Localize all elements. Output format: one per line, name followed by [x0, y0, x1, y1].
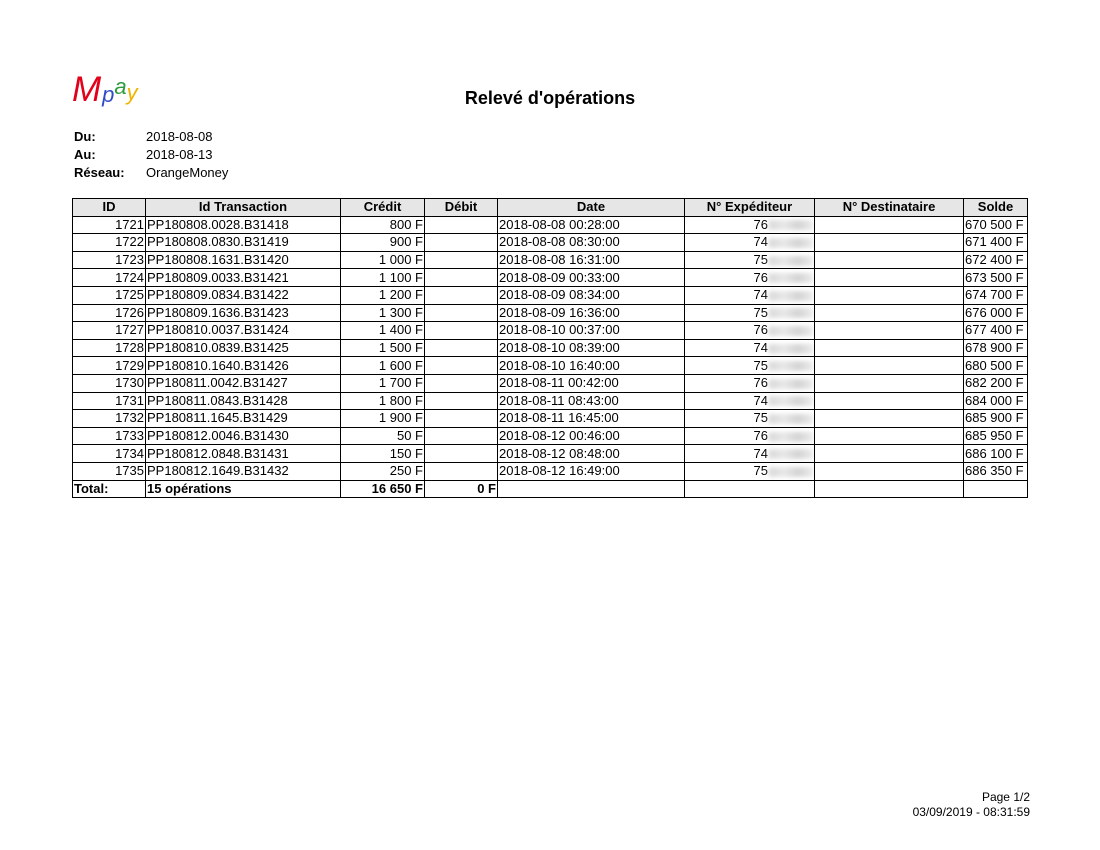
cell-sender: [685, 374, 815, 392]
redacted-blur: [769, 379, 813, 389]
cell-balance: 672 400 F: [964, 251, 1028, 269]
cell-recipient: [815, 234, 964, 252]
table-row: [73, 410, 1028, 428]
cell-sender: [685, 234, 815, 252]
table-row: [73, 304, 1028, 322]
cell-credit: 1 400 F: [341, 322, 425, 340]
cell-date: 2018-08-10 16:40:00: [498, 357, 685, 375]
cell-balance: 680 500 F: [964, 357, 1028, 375]
sender-number-visible: 74: [753, 340, 768, 356]
cell-transaction-id: PP180811.0042.B31427: [146, 374, 341, 392]
cell-sender: [685, 357, 815, 375]
statement-meta: [74, 128, 228, 182]
sender-number-visible: 75: [753, 304, 768, 320]
cell-date: 2018-08-12 00:46:00: [498, 427, 685, 445]
cell-debit: [425, 392, 498, 410]
redacted-blur: [769, 361, 813, 371]
page-title: Relevé d'opérations: [464, 88, 636, 108]
redacted-blur: [769, 256, 813, 266]
cell-sender: [685, 410, 815, 428]
cell-date: 2018-08-09 16:36:00: [498, 304, 685, 322]
cell-sender: [685, 216, 815, 234]
total-label: Total:: [73, 480, 146, 498]
header-transaction-id: Id Transaction: [146, 199, 341, 217]
table-row: [73, 269, 1028, 287]
sender-number-visible: 74: [753, 287, 768, 303]
cell-recipient: [815, 304, 964, 322]
meta-value: 2018-08-08: [146, 129, 213, 144]
cell-id: 1732: [73, 410, 146, 428]
cell-debit: [425, 251, 498, 269]
cell-id: 1725: [73, 286, 146, 304]
header-id: ID: [73, 199, 146, 217]
table-header-row: [73, 199, 1028, 217]
logo-letter-p: p: [102, 82, 115, 107]
cell-credit: 1 200 F: [341, 286, 425, 304]
cell-recipient: [815, 269, 964, 287]
cell-transaction-id: PP180810.0839.B31425: [146, 339, 341, 357]
page-number: Page 1/2: [981, 790, 1030, 804]
cell-debit: [425, 445, 498, 463]
cell-recipient: [815, 286, 964, 304]
table-row: [73, 392, 1028, 410]
cell-balance: 671 400 F: [964, 234, 1028, 252]
table-row: [73, 234, 1028, 252]
cell-date: 2018-08-12 16:49:00: [498, 462, 685, 480]
cell-recipient: [815, 445, 964, 463]
cell-id: 1724: [73, 269, 146, 287]
cell-date: 2018-08-10 08:39:00: [498, 339, 685, 357]
table-row: [73, 445, 1028, 463]
sender-number-visible: 75: [753, 357, 768, 373]
cell-date: 2018-08-11 16:45:00: [498, 410, 685, 428]
sender-number-visible: 76: [753, 428, 768, 444]
cell-id: 1729: [73, 357, 146, 375]
cell-id: 1722: [73, 234, 146, 252]
cell-id: 1728: [73, 339, 146, 357]
cell-debit: [425, 410, 498, 428]
cell-recipient: [815, 410, 964, 428]
sender-number-visible: 76: [753, 375, 768, 391]
redacted-blur: [769, 396, 813, 406]
cell-debit: [425, 462, 498, 480]
cell-recipient: [815, 216, 964, 234]
cell-balance: 673 500 F: [964, 269, 1028, 287]
total-recipient-empty: [815, 480, 964, 498]
header-credit: Crédit: [341, 199, 425, 217]
cell-balance: 678 900 F: [964, 339, 1028, 357]
cell-balance: 670 500 F: [964, 216, 1028, 234]
table-row: [73, 462, 1028, 480]
cell-credit: 800 F: [341, 216, 425, 234]
cell-transaction-id: PP180808.1631.B31420: [146, 251, 341, 269]
cell-date: 2018-08-08 00:28:00: [498, 216, 685, 234]
table-row: [73, 216, 1028, 234]
table-body: [73, 216, 1028, 480]
cell-id: 1734: [73, 445, 146, 463]
sender-number-visible: 74: [753, 234, 768, 250]
cell-balance: 676 000 F: [964, 304, 1028, 322]
header-sender: N° Expéditeur: [685, 199, 815, 217]
cell-id: 1731: [73, 392, 146, 410]
meta-row-from: [74, 128, 228, 146]
cell-sender: [685, 445, 815, 463]
cell-date: 2018-08-08 16:31:00: [498, 251, 685, 269]
meta-label: Du:: [74, 129, 96, 144]
cell-balance: 684 000 F: [964, 392, 1028, 410]
cell-debit: [425, 339, 498, 357]
redacted-blur: [769, 291, 813, 301]
cell-recipient: [815, 251, 964, 269]
cell-sender: [685, 286, 815, 304]
cell-balance: 677 400 F: [964, 322, 1028, 340]
cell-date: 2018-08-10 00:37:00: [498, 322, 685, 340]
cell-recipient: [815, 374, 964, 392]
redacted-blur: [769, 326, 813, 336]
cell-id: 1727: [73, 322, 146, 340]
cell-transaction-id: PP180811.0843.B31428: [146, 392, 341, 410]
redacted-blur: [769, 414, 813, 424]
cell-transaction-id: PP180812.1649.B31432: [146, 462, 341, 480]
cell-id: 1730: [73, 374, 146, 392]
redacted-blur: [769, 273, 813, 283]
redacted-blur: [769, 344, 813, 354]
cell-transaction-id: PP180812.0046.B31430: [146, 427, 341, 445]
cell-credit: 900 F: [341, 234, 425, 252]
cell-date: 2018-08-11 08:43:00: [498, 392, 685, 410]
cell-debit: [425, 286, 498, 304]
table-row: [73, 251, 1028, 269]
header-date: Date: [498, 199, 685, 217]
cell-recipient: [815, 339, 964, 357]
cell-credit: 1 100 F: [341, 269, 425, 287]
total-row: [73, 480, 1028, 498]
redacted-blur: [769, 449, 813, 459]
redacted-blur: [769, 432, 813, 442]
cell-credit: 1 500 F: [341, 339, 425, 357]
cell-debit: [425, 374, 498, 392]
cell-transaction-id: PP180809.0033.B31421: [146, 269, 341, 287]
total-balance-empty: [964, 480, 1028, 498]
cell-transaction-id: PP180809.1636.B31423: [146, 304, 341, 322]
cell-balance: 686 350 F: [964, 462, 1028, 480]
cell-credit: 1 600 F: [341, 357, 425, 375]
cell-transaction-id: PP180811.1645.B31429: [146, 410, 341, 428]
redacted-blur: [769, 308, 813, 318]
cell-debit: [425, 304, 498, 322]
cell-sender: [685, 427, 815, 445]
cell-date: 2018-08-08 08:30:00: [498, 234, 685, 252]
header-balance: Solde: [964, 199, 1028, 217]
cell-id: 1735: [73, 462, 146, 480]
header-debit: Débit: [425, 199, 498, 217]
cell-date: 2018-08-12 08:48:00: [498, 445, 685, 463]
page-footer: [913, 790, 1030, 820]
cell-debit: [425, 322, 498, 340]
print-timestamp: 03/09/2019 - 08:31:59: [912, 805, 1030, 819]
cell-balance: 685 900 F: [964, 410, 1028, 428]
cell-transaction-id: PP180809.0834.B31422: [146, 286, 341, 304]
table-row: [73, 322, 1028, 340]
cell-balance: 674 700 F: [964, 286, 1028, 304]
sender-number-visible: 76: [753, 322, 768, 338]
cell-id: 1733: [73, 427, 146, 445]
cell-balance: 685 950 F: [964, 427, 1028, 445]
total-date-empty: [498, 480, 685, 498]
cell-id: 1726: [73, 304, 146, 322]
cell-date: 2018-08-11 00:42:00: [498, 374, 685, 392]
table-row: [73, 339, 1028, 357]
table-row: [73, 374, 1028, 392]
table-row: [73, 427, 1028, 445]
cell-transaction-id: PP180810.0037.B31424: [146, 322, 341, 340]
table-row: [73, 286, 1028, 304]
operations-table: [72, 198, 1028, 498]
cell-recipient: [815, 427, 964, 445]
cell-recipient: [815, 462, 964, 480]
cell-credit: 1 300 F: [341, 304, 425, 322]
sender-number-visible: 74: [753, 392, 768, 408]
cell-credit: 250 F: [341, 462, 425, 480]
cell-recipient: [815, 392, 964, 410]
sender-number-visible: 76: [753, 216, 768, 232]
cell-date: 2018-08-09 08:34:00: [498, 286, 685, 304]
redacted-blur: [769, 220, 813, 230]
total-credit: 16 650 F: [341, 480, 425, 498]
cell-credit: 1 800 F: [341, 392, 425, 410]
sender-number-visible: 75: [753, 463, 768, 479]
cell-debit: [425, 269, 498, 287]
cell-sender: [685, 322, 815, 340]
cell-balance: 682 200 F: [964, 374, 1028, 392]
logo-letter-a: a: [114, 74, 127, 99]
cell-id: 1723: [73, 251, 146, 269]
cell-transaction-id: PP180808.0028.B31418: [146, 216, 341, 234]
cell-debit: [425, 234, 498, 252]
redacted-blur: [769, 238, 813, 248]
cell-sender: [685, 339, 815, 357]
sender-number-visible: 75: [753, 252, 768, 268]
cell-debit: [425, 427, 498, 445]
meta-label: Au:: [74, 147, 96, 162]
meta-row-to: [74, 146, 228, 164]
table-row: [73, 357, 1028, 375]
cell-sender: [685, 251, 815, 269]
cell-sender: [685, 392, 815, 410]
cell-id: 1721: [73, 216, 146, 234]
sender-number-visible: 75: [753, 410, 768, 426]
cell-sender: [685, 462, 815, 480]
cell-transaction-id: PP180810.1640.B31426: [146, 357, 341, 375]
cell-transaction-id: PP180812.0848.B31431: [146, 445, 341, 463]
total-debit: 0 F: [425, 480, 498, 498]
total-count: 15 opérations: [146, 480, 341, 498]
meta-value: OrangeMoney: [146, 165, 229, 180]
cell-recipient: [815, 357, 964, 375]
meta-label: Réseau:: [74, 165, 125, 180]
cell-sender: [685, 304, 815, 322]
cell-credit: 1 900 F: [341, 410, 425, 428]
cell-balance: 686 100 F: [964, 445, 1028, 463]
cell-sender: [685, 269, 815, 287]
redacted-blur: [769, 467, 813, 477]
meta-value: 2018-08-13: [146, 147, 213, 162]
meta-row-network: [74, 164, 228, 182]
cell-debit: [425, 216, 498, 234]
sender-number-visible: 74: [753, 445, 768, 461]
logo-letter-m: M: [72, 70, 102, 109]
header-recipient: N° Destinataire: [815, 199, 964, 217]
cell-credit: 150 F: [341, 445, 425, 463]
total-sender-empty: [685, 480, 815, 498]
cell-credit: 1 700 F: [341, 374, 425, 392]
cell-credit: 50 F: [341, 427, 425, 445]
cell-credit: 1 000 F: [341, 251, 425, 269]
sender-number-visible: 76: [753, 269, 768, 285]
cell-recipient: [815, 322, 964, 340]
cell-date: 2018-08-09 00:33:00: [498, 269, 685, 287]
logo-letter-y: y: [126, 80, 138, 105]
cell-transaction-id: PP180808.0830.B31419: [146, 234, 341, 252]
cell-debit: [425, 357, 498, 375]
